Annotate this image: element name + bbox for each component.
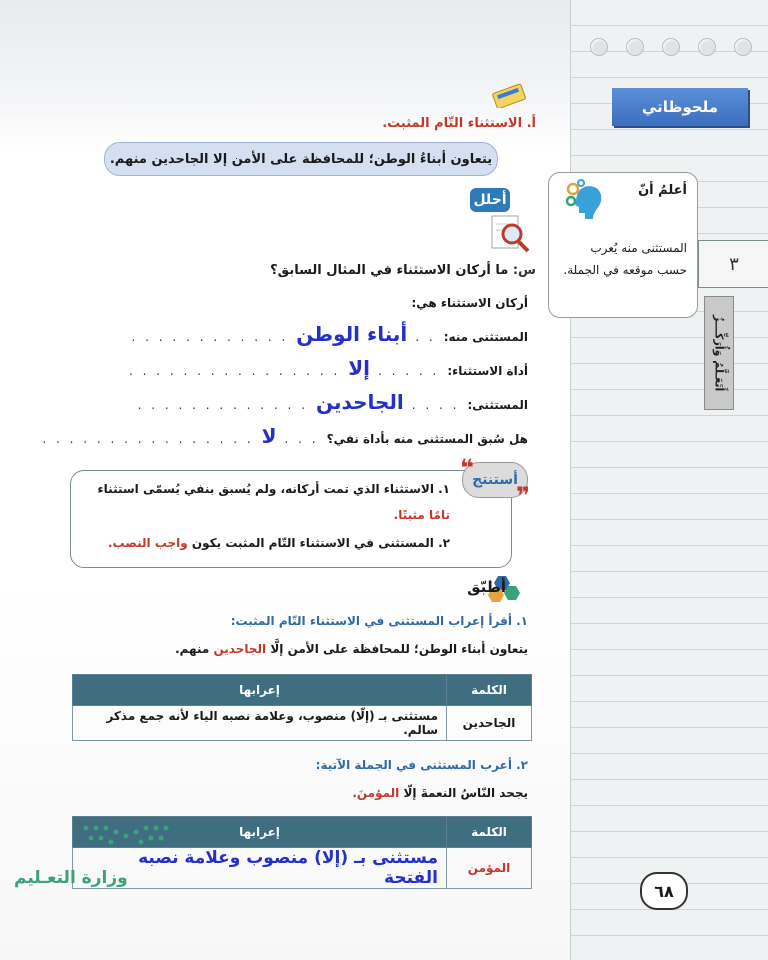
ministry-logo-text: وزارة التعـليم <box>14 868 128 888</box>
know-box <box>548 172 698 318</box>
row-dots: . . . . . <box>378 364 440 378</box>
sentence-highlight: الجاحدين <box>213 642 267 656</box>
col-word: الكلمة <box>447 817 532 848</box>
table-row <box>73 706 532 741</box>
exercise-1-heading: ١. أقرأ إعراب المستثنى في الاستثناء التّام المثبت: <box>230 614 528 628</box>
row-dots: . . . <box>284 432 319 446</box>
handwritten-answer: لا <box>261 424 277 448</box>
question-text: ما أركان الاستثناء في المثال السابق؟ <box>270 263 509 278</box>
row-label: المستثنى: <box>467 398 528 412</box>
table-header-row <box>73 675 532 706</box>
conclude-badge: أستنتج <box>462 462 528 498</box>
answer-row <box>129 356 528 388</box>
cell-word: الجاحدين <box>447 706 532 741</box>
answer-row <box>138 390 528 422</box>
practice-title: أطبّق <box>467 578 506 596</box>
row-label: المستثنى منه: <box>443 330 528 344</box>
cell-word: المؤمن <box>447 848 532 889</box>
head-gears-icon <box>563 179 609 225</box>
notebook-pencil-icon <box>490 82 534 108</box>
cell-parse-answer[interactable]: مستثنى بـ (إلا) منصوب وعلامة نصبه الفتحة <box>73 848 447 889</box>
row-dots: . . . . . . . . . . . . <box>131 330 289 344</box>
page-number: ٦٨ <box>640 872 688 910</box>
section-tab-label: أَتَعَـلَّمُ وَأُرَكِّـــزُ <box>712 314 726 392</box>
row-dots: . . . . . . . . . . . . . . . . <box>129 364 341 378</box>
analyze-badge: أحلل <box>470 188 510 212</box>
handwritten-answer: إلا <box>348 356 371 380</box>
exercise-1-sentence <box>175 642 528 656</box>
answer-row <box>42 424 528 456</box>
ring-icon <box>734 38 752 56</box>
know-text: المستثنى منه يُعرب حسب موقعه في الجملة. <box>563 241 687 277</box>
section-a-title: أ. الاستثناء التّام المثبت. <box>382 116 536 131</box>
notes-panel <box>570 0 768 960</box>
question-prefix: س: <box>512 263 536 278</box>
conclude-line-2-red: واجب النصب. <box>108 536 188 550</box>
sentence-text: يتعاون أبناء الوطن؛ للمحافظة على الأمن إلَّا <box>270 642 528 656</box>
ministry-logo-icon <box>76 818 186 864</box>
binder-rings <box>590 38 768 58</box>
row-dots: . . . . . . . . . . . . . <box>137 398 309 412</box>
quote-close-icon: ❞ <box>516 482 531 510</box>
sentence-highlight: المؤمنَ. <box>352 786 400 800</box>
example-sentence: يتعاون أبناءُ الوطن؛ للمحافظة على الأمن إلا الجاحدين منهم. <box>104 142 498 176</box>
question <box>270 263 536 278</box>
ring-icon <box>626 38 644 56</box>
chapter-tab[interactable]: ٣ <box>698 240 768 288</box>
answer-row <box>132 322 528 354</box>
quote-open-icon: ❝ <box>460 454 475 482</box>
conclude-line-2 <box>70 536 450 550</box>
row-label: أداة الاستثناء: <box>447 364 528 378</box>
row-dots: . . . . . . . . . . . . . . . . <box>42 432 254 446</box>
exercise-2-heading: ٢. أعرب المستثنى في الجملة الآتية: <box>315 758 528 772</box>
sentence-text: يجحد النّاسُ النعمةَ إلّا <box>403 786 528 800</box>
row-dots: . . . . <box>411 398 460 412</box>
section-tab[interactable] <box>704 296 734 410</box>
know-title: أعلمُ أنّ <box>638 183 687 198</box>
magnifier-icon <box>488 214 532 254</box>
exercise-2-sentence <box>352 786 528 800</box>
ring-icon <box>698 38 716 56</box>
row-dots: . . <box>415 330 436 344</box>
conclude-line-1: ١. الاستثناء الذي تمت أركانه، ولم يُسبق بنفي يُسمّى استثناء <box>97 482 450 496</box>
ring-icon <box>590 38 608 56</box>
pillars-label: أركان الاستثناء هي: <box>411 296 528 310</box>
handwritten-answer: أبناء الوطن <box>296 322 408 346</box>
col-parse: إعرابها <box>73 675 447 706</box>
ring-icon <box>662 38 680 56</box>
sentence-text: منهم. <box>175 642 210 656</box>
handwritten-answer: الجاحدين <box>316 390 404 414</box>
parse-table-1 <box>72 674 532 741</box>
row-label: هل سُبق المستثنى منه بأداة نفي؟ <box>326 432 528 446</box>
conclude-line-1-red: تامًا مثبتًا. <box>393 508 450 522</box>
col-parse: إعرابها <box>73 817 447 848</box>
conclude-line-2-text: ٢. المستثنى في الاستثناء التّام المثبت يكون <box>191 536 450 550</box>
cell-parse: مستثنى بـ (إلّا) منصوب، وعلامة نصبه الياء لأنه جمع مذكر سالم. <box>73 706 447 741</box>
col-word: الكلمة <box>447 675 532 706</box>
notes-header: ملحوظاتي <box>612 88 748 126</box>
